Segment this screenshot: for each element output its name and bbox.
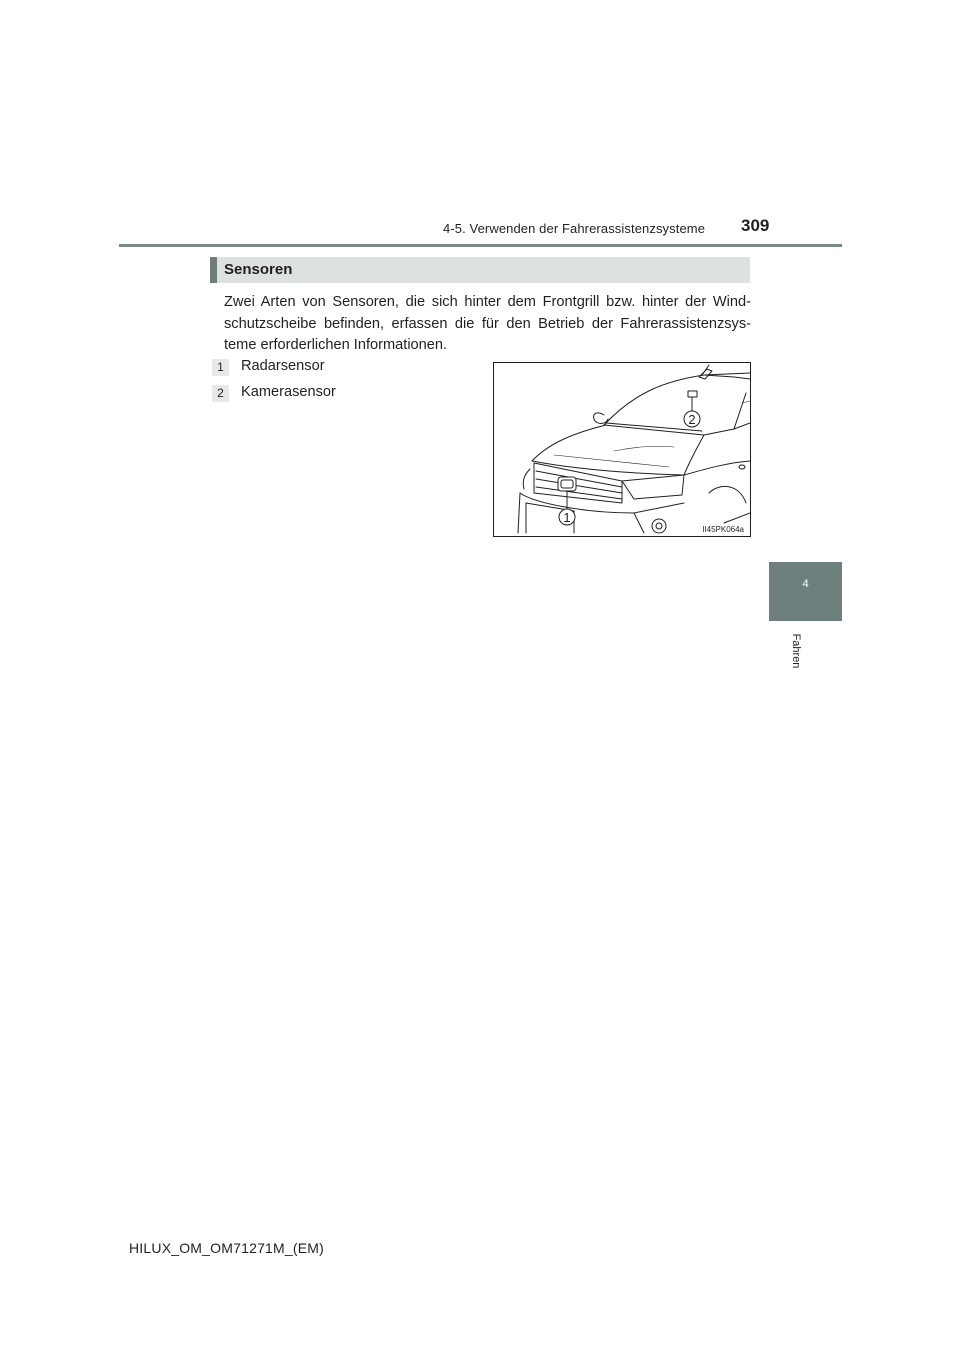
header-section-title: 4-5. Verwenden der Fahrerassistenzsysteme [443, 221, 706, 236]
header-divider [119, 244, 842, 247]
chapter-number: 4 [802, 578, 809, 590]
figure-code: II45PK064a [702, 525, 744, 534]
section-heading-text: Sensoren [224, 261, 293, 278]
vehicle-front-drawing [494, 363, 750, 536]
list-item-label: Radarsensor [241, 358, 325, 374]
list-item-label: Kamerasensor [241, 384, 336, 400]
chapter-label-text: Fahren [790, 633, 802, 669]
vehicle-sensor-illustration [493, 362, 751, 537]
list-item-number: 2 [212, 385, 229, 402]
section-paragraph: Zwei Arten von Sensoren, die sich hinter dem Frontgrill bzw. hinter der Wind-schutzscheibe befinden, erfassen die für den Betrieb der Fahrerassistenzsys-teme erforderlichen Informationen. [224, 294, 751, 353]
footer-model-code: HILUX_OM_OM71271M_(EM) [129, 1240, 325, 1256]
list-item-number: 1 [212, 359, 229, 376]
page-number: 309 [741, 216, 770, 235]
chapter-tab[interactable] [769, 562, 842, 621]
section-heading [210, 257, 750, 283]
chapter-label [780, 630, 812, 672]
section-heading-accent [210, 257, 217, 283]
figure-callout-1: 1 [563, 510, 571, 525]
figure-callout-2: 2 [688, 412, 696, 427]
